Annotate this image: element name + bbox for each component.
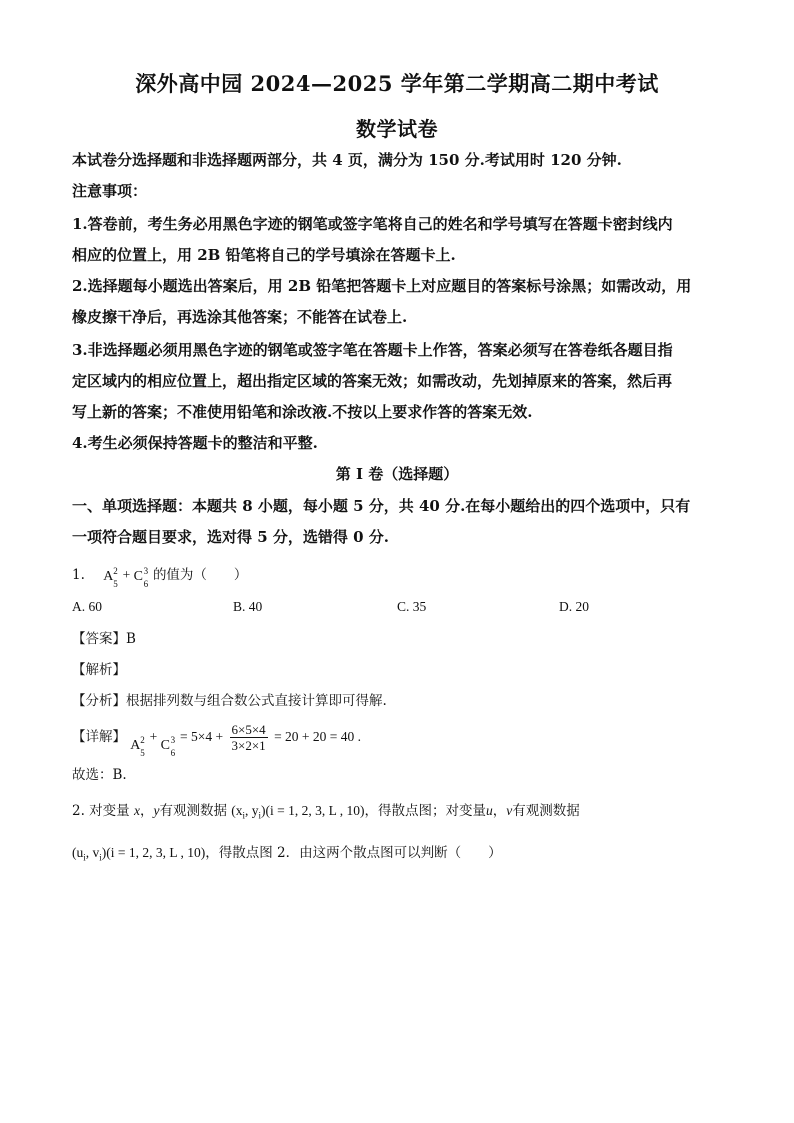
q1-detail-label: 【详解】 [72,729,126,745]
var-x: x [133,803,140,818]
q1-stem [72,565,732,589]
q2-line-1: 2. 对变量 x，y有观测数据 ($x_i$, $y_i)(i = 1$, 2, 3, L , 10)，得散点图；对变量u，v有观测数据 [72,803,580,821]
q1-choose: 故选：B. [72,767,127,783]
q1-stem-tail: 的值为（ ） [152,567,248,583]
q1-detail [72,720,732,758]
q1-detail-expression: A 2 5 + C 3 6 = 5×4 + $\frac{6\times 5\times 4}{3\times 2\times 1}$ = 20 + 20 = 40 . [130,722,362,758]
notes-heading: 注意事项： [72,182,148,200]
q1-fraction: $\frac{6\times 5\times 4}{3\times 2\times 1}$ [231,722,266,754]
comb-symbol: C 3 6 [133,566,149,589]
note-3c: 写上新的答案；不准使用铅笔和涂改液.不按以上要求作答的答案无效. [72,403,533,421]
q1-option-a: A. 60 [72,599,102,614]
data-set-2: ($u_i$, $v_i)(i = 1$, 2, 3, L , 10) [72,845,206,863]
note-3a: 3.非选择题必须用黑色字迹的钢笔或签字笔在答题卡上作答，答案必须写在答卷纸各题目指 [72,341,673,359]
q1-answer: 【答案】B [72,631,136,647]
perm-symbol: A 2 5 [103,566,118,589]
note-1b: 相应的位置上，用 2B 铅笔将自己的学号填涂在答题卡上. [72,246,456,264]
note-2a: 2.选择题每小题选出答案后，用 2B 铅笔把答题卡上对应题目的答案标号涂黑；如需改动，用 [72,277,692,295]
q1-expression: A 2 5 + C 3 6 [103,566,149,589]
q1-fenxi: 【分析】根据排列数与组合数公式直接计算即可得解. [72,693,387,709]
note-1a: 1.答卷前，考生务必用黑色字迹的钢笔或签字笔将自己的姓名和学号填写在答题卡密封线内 [72,215,673,233]
section-heading-b: 一项符合题目要求，选对得 5 分，选错得 0 分. [72,528,389,546]
q1-option-c: C. 35 [397,599,427,614]
section-heading-a: 一、单项选择题：本题共 8 小题，每小题 5 分，共 40 分.在每小题给出的四个选项中，只有 [72,497,691,515]
q1-option-b: B. 40 [233,599,263,614]
intro-line: 本试卷分选择题和非选择题两部分，共 4 页，满分为 150 分.考试用时 120 分钟. [72,151,622,169]
data-set-1: ($x_i$, $y_i)(i = 1$, 2, 3, L , 10) [231,803,365,821]
note-3b: 定区域内的相应位置上，超出指定区域的答案无效；如需改动，先划掉原来的答案，然后再 [72,372,673,390]
q1-analysis-label: 【解析】 [72,662,126,678]
var-u: u [486,803,493,818]
exam-subtitle: 数学试卷 [356,117,438,141]
q1-option-d: D. 20 [559,599,589,614]
q2-line-2: ($u_i$, $v_i)(i = 1$, 2, 3, L , 10)，得散点图 2．由这两个散点图可以判断（ ） [72,845,502,863]
note-4: 4.考生必须保持答题卡的整洁和平整. [72,434,318,452]
q1-number: 1. [72,567,85,583]
note-2b: 橡皮擦干净后，再选涂其他答案；不能答在试卷上. [72,308,408,326]
exam-title: 深外高中园 2024—2025 学年第二学期高二期中考试 [135,71,659,96]
var-y: y [153,803,160,818]
part1-heading: 第 I 卷（选择题） [335,465,459,483]
var-v: v [506,803,513,818]
